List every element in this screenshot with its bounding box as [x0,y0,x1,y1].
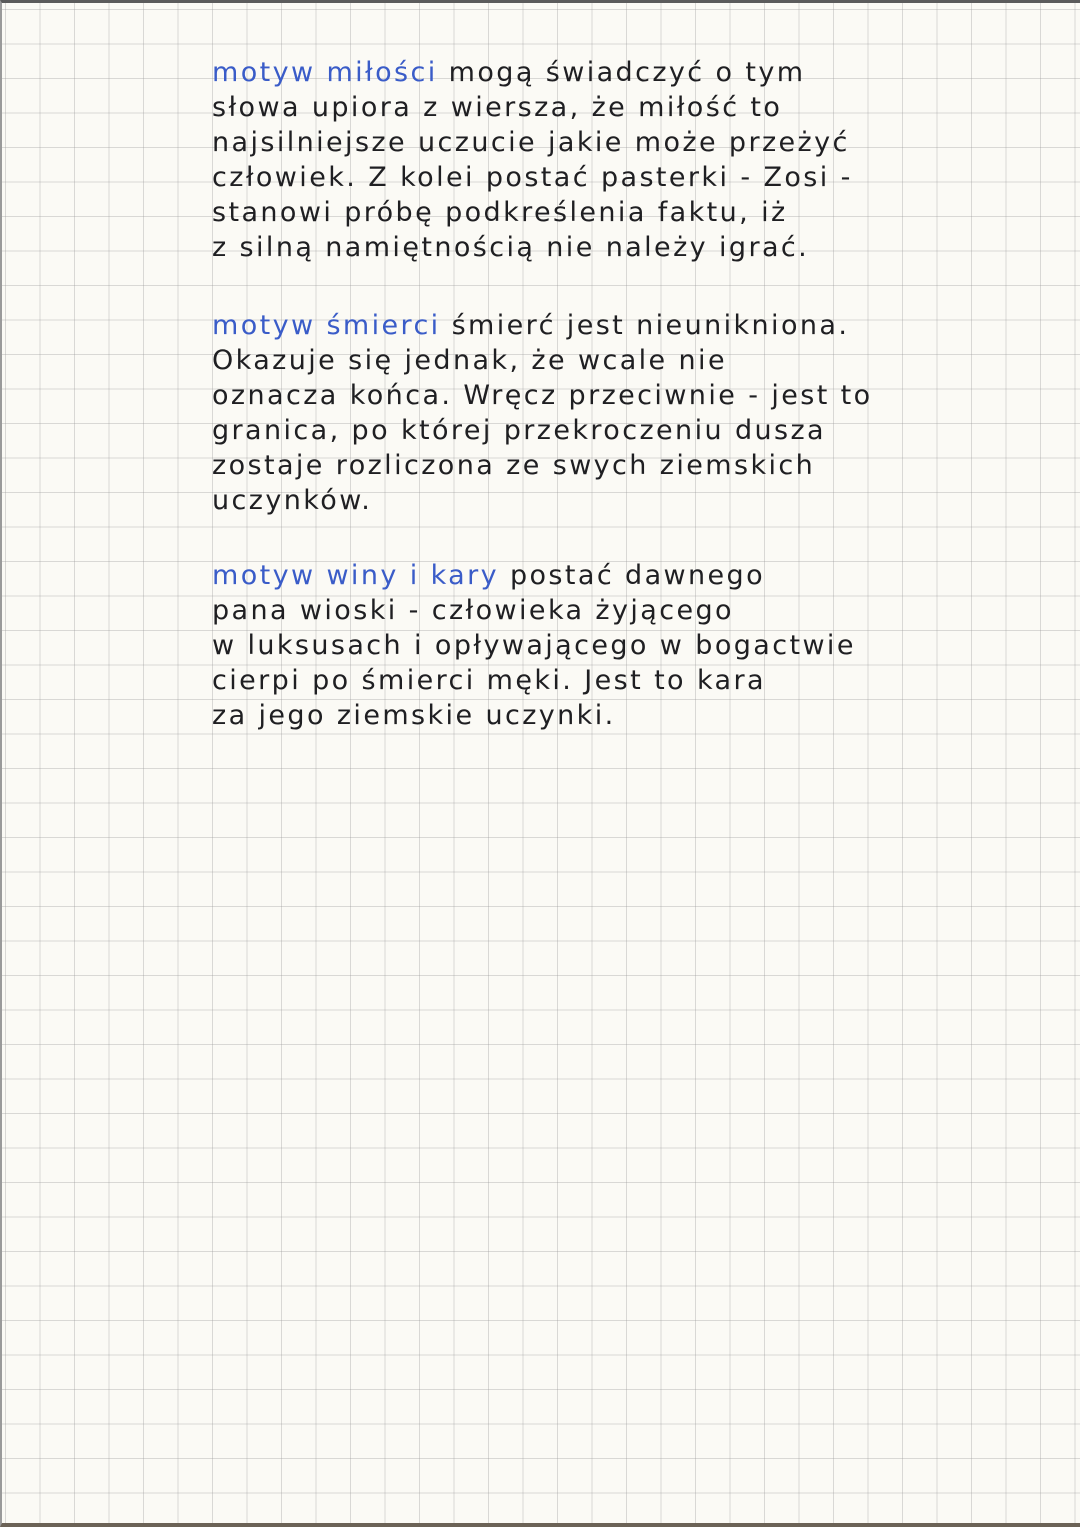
note-text-guilt-punishment: postać dawnego pana wioski - człowieka żyjącego w luksusach i opływającego w bogactwie cierpi po śmierci męki. Jest to kara za jego ziemskie uczynki. [212,560,856,731]
motif-heading-guilt-punishment: motyw winy i kary [212,560,499,591]
note-love-motif [212,55,1052,265]
note-death-motif [212,308,1052,518]
note-text-love: mogą świadczyć o tym słowa upiora z wiersza, że miłość to najsilniejsze uczucie jakie może przeżyć człowiek. Z kolei postać pasterki - Zosi - stanowi próbę podkreślenia faktu, iż z silną namiętnością nie należy igrać. [212,57,853,263]
motif-heading-love: motyw miłości [212,57,438,88]
motif-heading-death: motyw śmierci [212,310,441,341]
note-guilt-punishment-motif [212,558,1052,733]
note-text-death: śmierć jest nieunikniona. Okazuje się jednak, że wcale nie oznacza końca. Wręcz przeciwnie - jest to granica, po której przekroczeniu dusza zostaje rozliczona ze swych ziemskich uczynków. [212,310,873,516]
